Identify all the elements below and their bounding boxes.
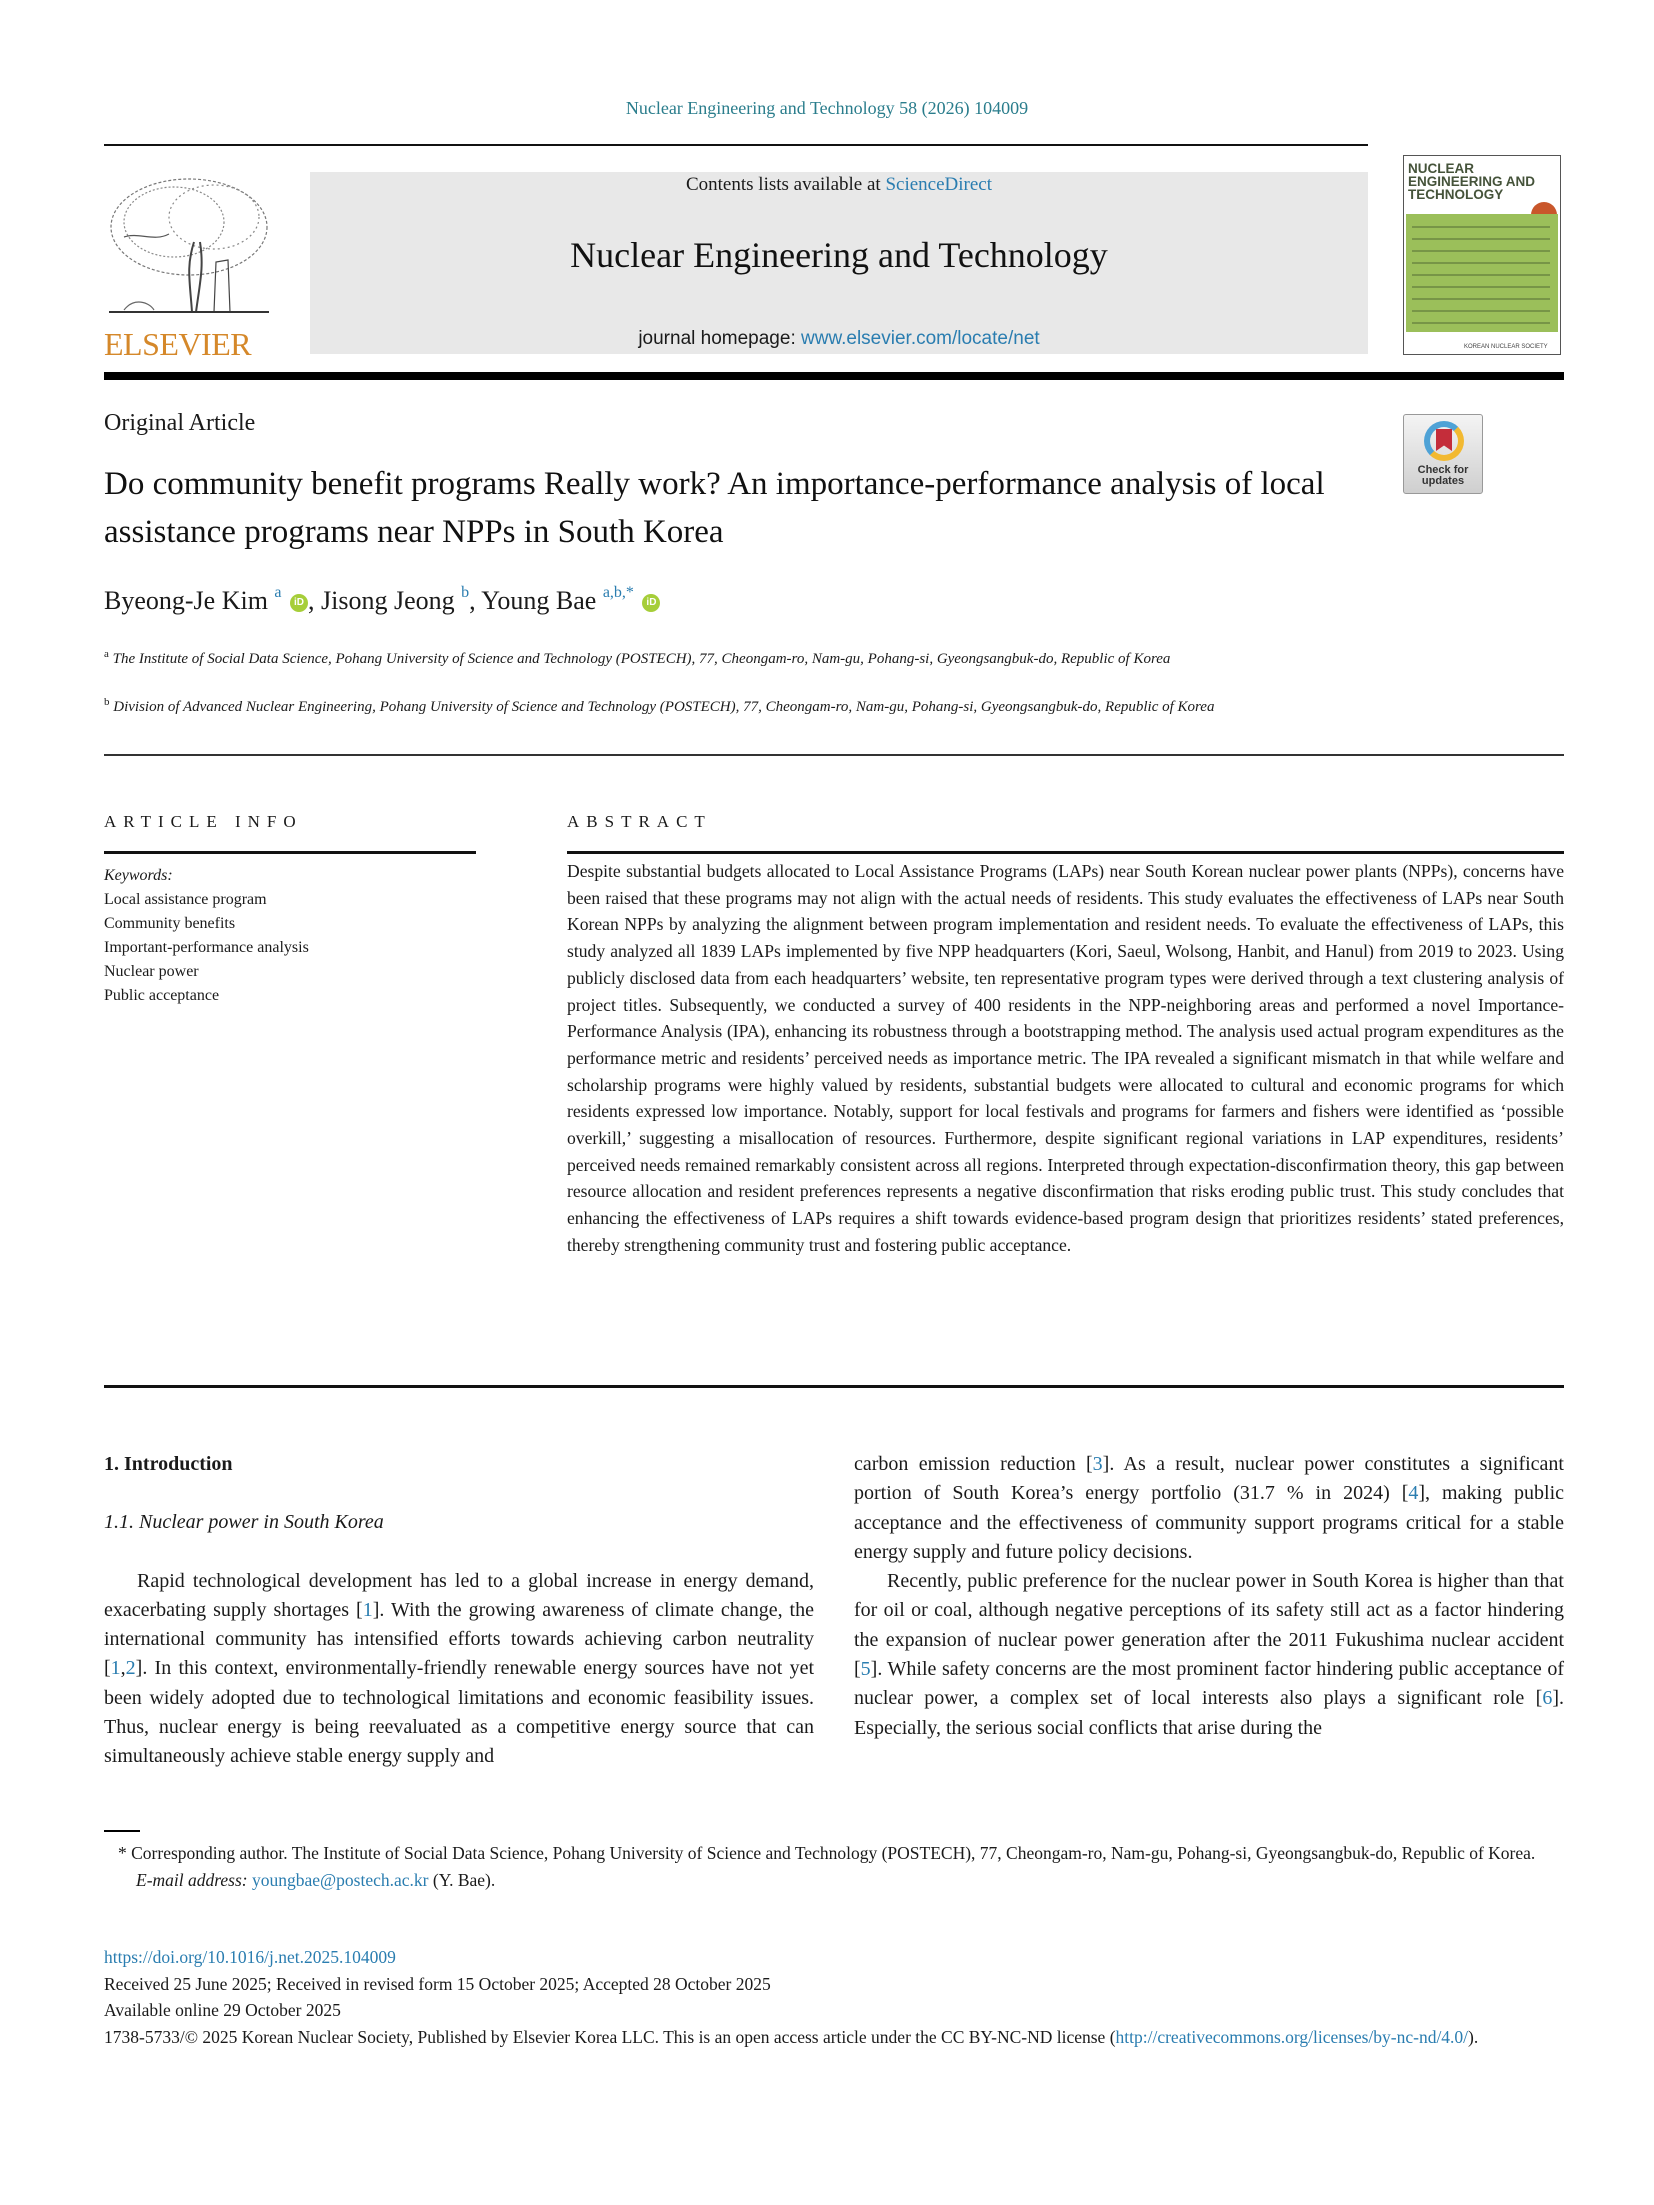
paragraph-text: ], making public acceptance and the effectiveness of community support programs critical for a stable energy supply and future policy decisions.: [854, 1482, 1564, 1563]
citation-link[interactable]: 1: [362, 1598, 373, 1621]
affiliation-sup: a: [104, 648, 109, 660]
email-line: [104, 1867, 1564, 1894]
contents-prefix: Contents lists available at: [685, 174, 886, 195]
cover-footer: KOREAN NUCLEAR SOCIETY: [1464, 344, 1548, 350]
keyword-item: Local assistance program: [104, 891, 267, 908]
abstract-rule: [567, 851, 1564, 854]
section-heading-introduction: 1. Introduction: [104, 1453, 233, 1475]
citation-link[interactable]: 1: [110, 1657, 121, 1680]
license-end: ).: [1468, 2027, 1479, 2048]
cover-title: NUCLEAR ENGINEERING AND TECHNOLOGY: [1408, 161, 1536, 202]
journal-title: Nuclear Engineering and Technology: [570, 235, 1108, 275]
orcid-icon[interactable]: iD: [290, 594, 308, 612]
paragraph-text: ]. Especially, the serious social conflicts that arise during the: [854, 1687, 1564, 1739]
abstract-text: Despite substantial budgets allocated to Local Assistance Programs (LAPs) near South Korean nuclear power plants (NPPs), concerns have been raised that these programs may not align with the actual needs of residents. This study evaluates the effectiveness of LAPs near South Korean NPPs by analyzing the alignment between program implementation and resident needs. To evaluate the effectiveness of LAPs, this study analyzed all 1839 LAPs implemented by five NPP headquarters (Kori, Saeul, Wolsong, Hanbit, and Hanul) from 2019 to 2023. Using publicly disclosed data from each headquarters’ website, ten representative program types were derived through a text clustering analysis of project titles. Subsequently, we conducted a survey of 400 residents in the NPP-neighboring areas and performed a novel Importance-Performance Analysis (IPA), enhancing its robustness through a bootstrapping method. The analysis used actual program expenditures as the performance metric and residents’ perceived needs as importance metric. The IPA revealed a significant mismatch in that while welfare and scholarship programs were highly valued by residents, substantial budgets were allocated to cultural and economic programs for which residents expressed low importance. Notably, support for local festivals and programs for farmers and fishers were identified as ‘possible overkill,’ suggesting a misallocation of resources. Furthermore, despite significant regional variations in LAP expenditures, residents’ perceived needs remained remarkably consistent across all regions. Interpreted through expectation-disconfirmation theory, this gap between resource allocation and resident preferences represents a negative disconfirmation that risks eroding public trust. This study concludes that enhancing the effectiveness of LAPs requires a shift towards evidence-based program design that prioritizes residents’ stated preferences, thereby strengthening community trust and fostering public acceptance.: [567, 861, 1564, 1255]
paragraph-text: ]. As a result, nuclear power constitutes a significant portion of South Korea’s energy portfolio (31.7 % in 2024) [: [854, 1453, 1564, 1505]
paragraph-text: ]. In this context, environmentally-friendly renewable energy sources have not yet been widely adopted due to technological limitations and economic feasibility issues. Thus, nuclear energy is being reevaluated as a competitive energy source that can simultaneously achieve stable energy supply and: [104, 1657, 814, 1768]
email-suffix: (Y. Bae).: [428, 1870, 496, 1890]
author-affil-sup[interactable]: a: [274, 584, 282, 601]
journal-header-box: [310, 172, 1368, 354]
license-link[interactable]: http://creativecommons.org/licenses/by-nc-nd/4.0/: [1115, 2027, 1469, 2048]
author-name[interactable]: Jisong Jeong: [321, 586, 455, 615]
keyword-item: Important-performance analysis: [104, 939, 309, 956]
body-paragraph: [854, 1450, 1564, 1567]
orcid-icon[interactable]: iD: [642, 594, 660, 612]
cover-contents-panel: [1406, 214, 1558, 332]
article-metadata: [104, 1944, 1564, 2051]
keyword-item: Community benefits: [104, 915, 236, 932]
keywords-list: [104, 864, 309, 1008]
license-statement: [104, 2024, 1564, 2051]
citation-link[interactable]: 4: [1408, 1482, 1419, 1505]
footnote-rule: [104, 1830, 140, 1832]
article-type: Original Article: [104, 410, 256, 436]
doi-link[interactable]: https://doi.org/10.1016/j.net.2025.104009: [104, 1947, 396, 1967]
check-for-updates-button[interactable]: [1403, 414, 1483, 494]
email-link[interactable]: youngbae@postech.ac.kr: [252, 1870, 429, 1890]
received-dates: Received 25 June 2025; Received in revised form 15 October 2025; Accepted 28 October 2025: [104, 1973, 771, 1994]
license-text: 1738-5733/© 2025 Korean Nuclear Society, Published by Elsevier Korea LLC. This is an open access article under the CC BY-NC-ND license (: [104, 2027, 1116, 2048]
contents-line: [310, 174, 1368, 196]
abstract-heading: ABSTRACT: [567, 812, 712, 831]
citation-link[interactable]: 6: [1542, 1687, 1553, 1710]
author-name[interactable]: Byeong-Je Kim: [104, 586, 268, 615]
body-paragraph: [104, 1567, 814, 1772]
subsection-heading: 1.1. Nuclear power in South Korea: [104, 1511, 384, 1534]
article-info-rule: [104, 851, 476, 854]
paragraph-text: ,: [120, 1657, 126, 1680]
body-left-column: [104, 1450, 814, 1772]
author-name[interactable]: Young Bae: [481, 586, 597, 615]
publisher-logo-text: ELSEVIER: [104, 326, 252, 362]
affiliation-sup: b: [104, 696, 110, 708]
affiliation-text: The Institute of Social Data Science, Pohang University of Science and Technology (POSTECH), 77, Cheongam-ro, Nam-gu, Pohang-si, Gyeongsangbuk-do, Republic of Korea: [112, 651, 1171, 667]
paragraph-text: carbon emission reduction [: [854, 1453, 1093, 1475]
paragraph-text: Recently, public preference for the nuclear power in South Korea is higher than that for oil or coal, although negative perceptions of its safety still act as a factor hindering the expansion of nuclear power generation after the 2011 Fukushima nuclear accident [: [854, 1570, 1564, 1681]
body-right-column: [854, 1450, 1564, 1743]
affiliation-a: [104, 642, 1374, 671]
paragraph-text: ]. While safety concerns are the most prominent factor hindering public acceptance of nuclear power, a complex set of local interests also plays a significant role [: [854, 1658, 1564, 1710]
citation-link[interactable]: 3: [1092, 1453, 1103, 1475]
journal-reference[interactable]: Nuclear Engineering and Technology 58 (2026) 104009: [625, 98, 1029, 118]
affiliation-rule: [104, 754, 1564, 756]
corresponding-author-footnote: [104, 1840, 1564, 1894]
header-rule-thick: [104, 372, 1564, 380]
author-affil-sup[interactable]: b: [461, 584, 470, 601]
affiliation-b: [104, 690, 1374, 719]
abstract-bottom-rule: [104, 1385, 1564, 1388]
paragraph-text: Rapid technological development has led to a global increase in energy demand, exacerbating supply shortages [: [104, 1569, 814, 1621]
article-info-heading: ARTICLE INFO: [104, 812, 303, 831]
citation-link[interactable]: 5: [860, 1658, 871, 1681]
keywords-label: Keywords:: [104, 867, 173, 884]
email-label: E-mail address:: [136, 1870, 248, 1890]
keyword-item: Nuclear power: [104, 963, 199, 980]
article-title: Do community benefit programs Really work? An importance-performance analysis of local assistance programs near NPPs in South Korea: [104, 466, 1325, 550]
homepage-link[interactable]: www.elsevier.com/locate/net: [801, 328, 1040, 349]
header-rule-top: [104, 144, 1368, 146]
affiliation-text: Division of Advanced Nuclear Engineering, Pohang University of Science and Technology (POSTECH), 77, Cheongam-ro, Nam-gu, Pohang-si, Gyeongsangbuk-do, Republic of Korea: [113, 699, 1215, 715]
author-affil-sup[interactable]: a,b,*: [602, 584, 634, 601]
homepage-line: [310, 328, 1368, 350]
citation-link[interactable]: 2: [125, 1657, 136, 1680]
keyword-item: Public acceptance: [104, 987, 220, 1004]
check-updates-label: Check for updates: [1417, 464, 1469, 487]
sciencedirect-link[interactable]: ScienceDirect: [885, 174, 993, 195]
author-list: Byeong-Je Kim $^a$ iD , Jisong Jeong $^b$, Young Bae $^{a,b,*}$ iD: [104, 584, 660, 616]
paragraph-text: ]. With the growing awareness of climate change, the international community has intensified efforts towards achieving carbon neutrality [: [104, 1598, 814, 1680]
body-paragraph: [854, 1567, 1564, 1743]
available-online: Available online 29 October 2025: [104, 2000, 341, 2021]
corresponding-text: * Corresponding author. The Institute of Social Data Science, Pohang University of Science and Technology (POSTECH), 77, Cheongam-ro, Nam-gu, Pohang-si, Gyeongsangbuk-do, Republic of Korea.: [118, 1843, 1536, 1863]
homepage-prefix: journal homepage:: [638, 328, 801, 349]
journal-cover-thumbnail[interactable]: [1403, 155, 1561, 355]
